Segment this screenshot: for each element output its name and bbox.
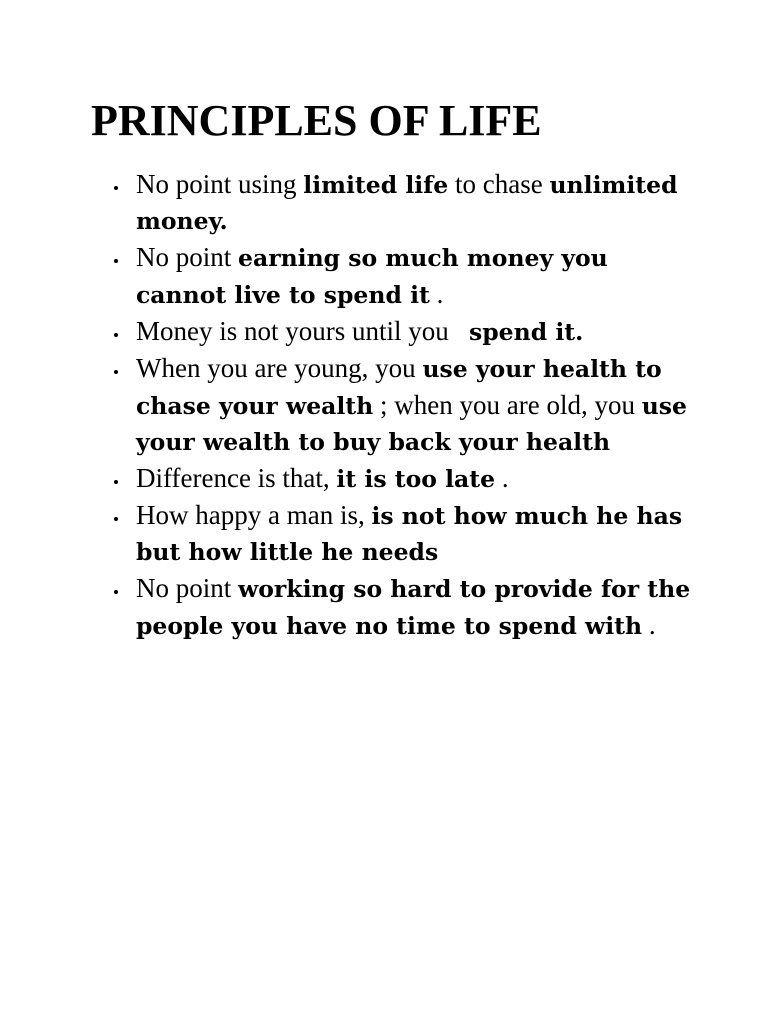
bullet-item [136,166,696,239]
bullet-text: ; when you are old, you [373,390,642,420]
bullet-text-bold: limited life [303,171,449,199]
bullet-text: No point [136,242,239,272]
bullet-text: to chase [448,169,550,199]
bullet-item [136,570,699,644]
bullet-text: . [642,610,656,640]
bullet-item [136,239,696,313]
bullet-text: Difference is that, [136,463,337,493]
bullet-text-bold: use your health to chase your wealth [136,355,670,420]
bullet-text: Money is not yours until you [136,316,470,346]
bullet-text: When you are young, you [136,353,423,383]
bullet-text-bold: it is too late [336,465,496,493]
bullet-text: . [429,279,444,309]
bullet-text-bold: spend it. [469,318,584,346]
bullet-text-bold: earning so much money you cannot live to spend it [136,244,616,309]
bullet-item [136,460,696,497]
bullet-text-bold: use your wealth to buy back your health [136,392,696,456]
bullet-text: No point [136,573,239,603]
bullet-text-bold: working so hard to provide for the people you have no time to spend with [136,575,699,640]
bullet-text-bold: unlimited money. [136,171,686,235]
bullet-item [136,313,696,350]
bullet-item [136,497,696,570]
bullet-text: No point using [136,169,304,199]
bullet-text: . [495,463,509,493]
bullet-text-bold: is not how much he has but how little he needs [136,502,691,566]
document-title: PRINCIPLES OF LIFE [91,96,542,145]
bullet-text: How happy a man is, [136,500,372,530]
bullet-item [136,350,696,460]
bullet-list [136,166,699,644]
